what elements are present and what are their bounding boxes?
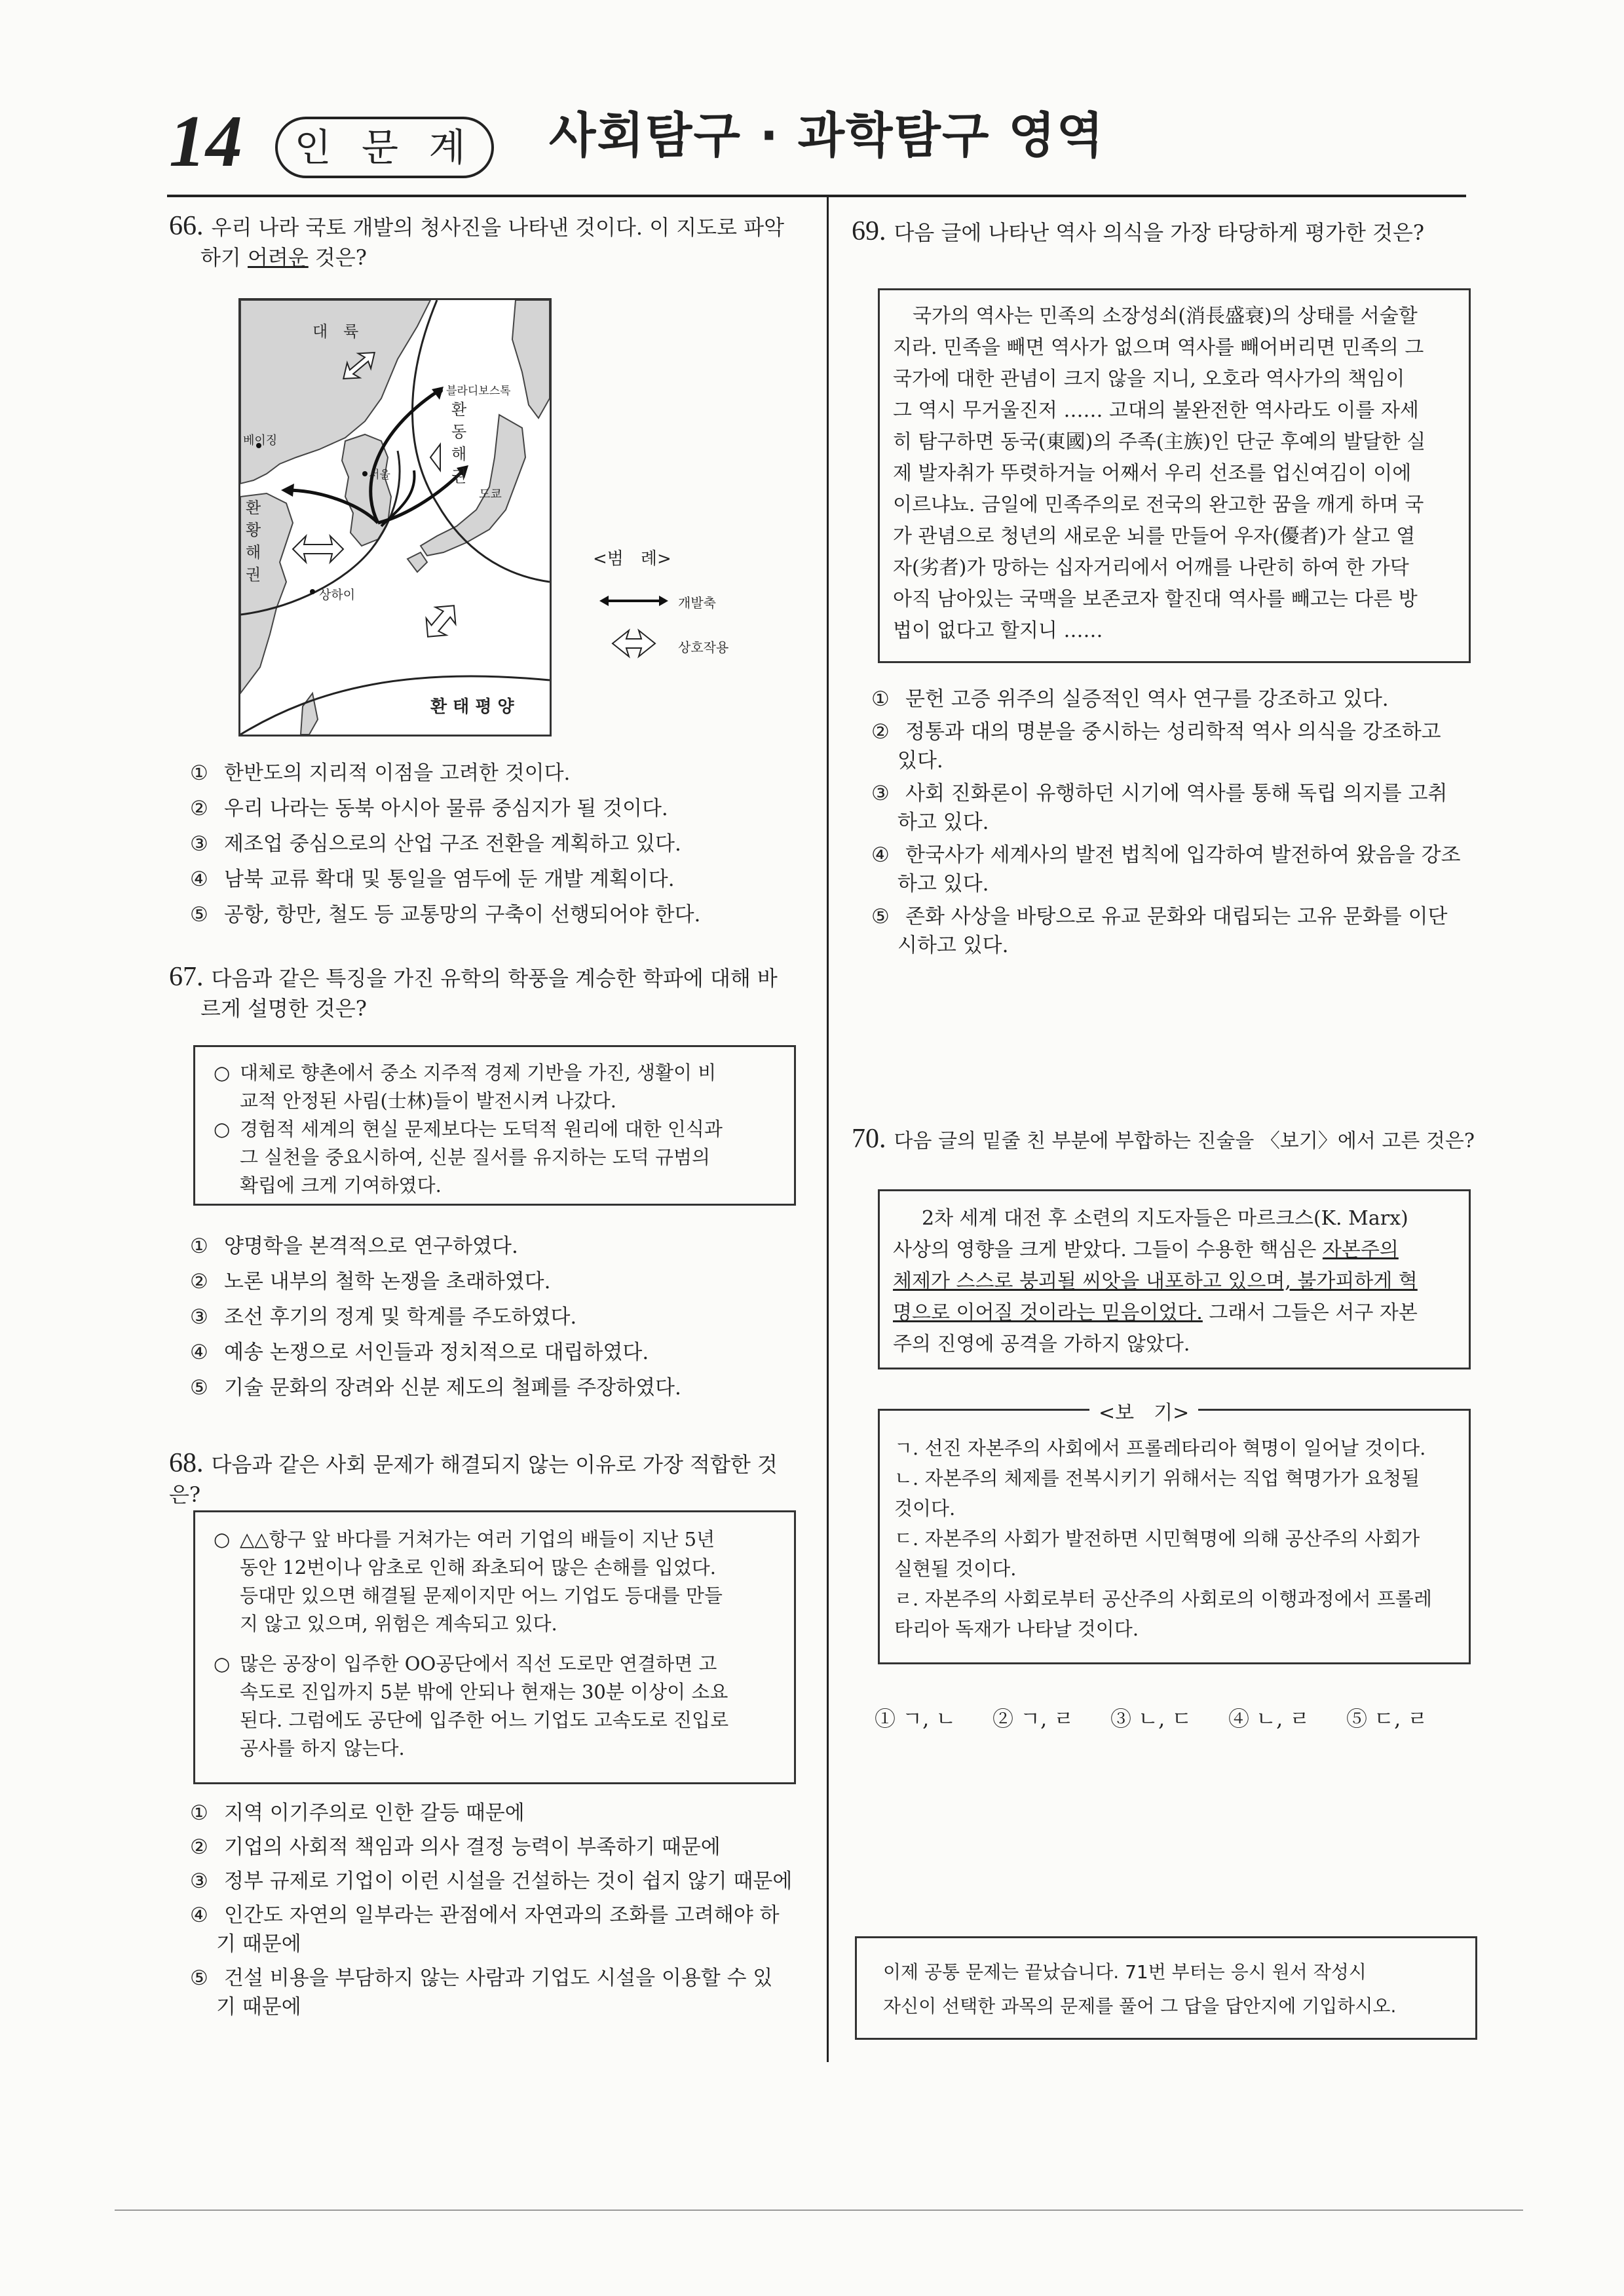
q68-passage-box [193, 1510, 796, 1784]
option-mark: ⑤ [871, 905, 890, 928]
question-prompt: 다음 글에 나타난 역사 의식을 가장 타당하게 평가한 것은? [894, 220, 1425, 245]
q66-options [190, 759, 799, 929]
option-3[interactable] [190, 830, 799, 858]
option-text: 기술 문화의 장려와 신분 제도의 철폐를 주장하였다. [224, 1376, 681, 1400]
question-66 [169, 211, 798, 273]
option-mark: ② [190, 1835, 208, 1859]
option-2[interactable] [190, 794, 799, 823]
option-text: 조선 후기의 정계 및 학계를 주도하였다. [224, 1305, 577, 1329]
option-2[interactable] [190, 1833, 806, 1862]
passage-bullet [214, 1650, 780, 1763]
option-text: 기업의 사회적 책임과 의사 결정 능력이 부족하기 때문에 [224, 1835, 721, 1859]
sakhalin [512, 300, 550, 418]
option-5[interactable] [190, 1373, 799, 1402]
option-text: 한반도의 지리적 이점을 고려한 것이다. [224, 761, 571, 785]
option-mark: ⑤ [190, 1966, 208, 1990]
option-5[interactable] [871, 902, 1481, 960]
q70-passage-box [878, 1189, 1471, 1369]
option-mark: ⑤ [190, 903, 208, 927]
q67-options [190, 1232, 799, 1402]
underlined-word: 어려운 [248, 245, 309, 270]
option-text: 인간도 자연의 일부라는 관점에서 자연과의 조화를 고려해야 하 [224, 1904, 780, 1927]
option-mark: ⑤ [190, 1376, 208, 1400]
interaction-arrow-yellow-sea [293, 536, 343, 562]
option-mark: ② [190, 797, 208, 820]
option-text-cont: 기 때문에 [216, 1932, 301, 1956]
option-text: 건설 비용을 부담하지 않는 사람과 기업도 시설을 이용할 수 있 [224, 1966, 773, 1990]
option-text-cont: 있다. [897, 749, 943, 773]
bullet-line: 동안 12번이나 암초로 인해 좌초되어 많은 손해를 입었다. [240, 1556, 716, 1578]
header-rule [167, 195, 1466, 197]
option-text: 예송 논쟁으로 서인들과 정치적으로 대립하였다. [224, 1341, 649, 1364]
bullet-line: ○ 대체로 향촌에서 중소 지주적 경제 기반을 가진, 생활이 비 [240, 1062, 717, 1084]
seoul-dot [362, 471, 368, 476]
bullet-line: 등대만 있으면 해결될 문제이지만 어느 기업도 등대를 만들 [240, 1584, 723, 1607]
option-text: 한국사가 세계사의 발전 법칙에 입각하여 발전하여 왔음을 강조 [905, 843, 1461, 867]
option-2[interactable] [871, 718, 1481, 775]
q69-passage-box [878, 288, 1471, 663]
option-3[interactable] [190, 1303, 799, 1331]
question-prompt-end: 것은? [308, 245, 367, 270]
option-text: 남북 교류 확대 및 통일을 염두에 둔 개발 계획이다. [224, 868, 675, 891]
option-mark: ① [871, 687, 890, 711]
legend-arrow-right [659, 596, 668, 606]
notice-line: 이제 공통 문제는 끝났습니다. 71번 부터는 응시 원서 작성시 [883, 1961, 1367, 1983]
passage-line: 제 발자취가 뚜렷하거늘 어째서 우리 선조를 업신여김이 이에 [893, 462, 1412, 485]
notice-line: 자신이 선택한 과목의 문제를 풀어 그 답을 답안지에 기입하시오. [883, 1995, 1397, 2017]
vladivostok-dot [438, 388, 443, 393]
underlined-line: 체제가 스스로 붕괴될 씨앗을 내포하고 있으며, 불가피하게 혁 [893, 1270, 1418, 1293]
bullet-line: 속도로 진입까지 5분 밖에 안되나 현재는 30분 이상이 소요 [240, 1681, 728, 1703]
answer-choice-5[interactable]: ⑤ ㄷ, ㄹ [1346, 1706, 1428, 1731]
label-continent: 대 륙 [312, 322, 359, 341]
option-text-cont: 하고 있다. [897, 811, 989, 834]
footer-rule [115, 2210, 1523, 2211]
option-2[interactable] [190, 1267, 799, 1296]
bogi-line: ㄹ. 자본주의 사회로부터 공산주의 사회로의 이행과정에서 프롤레 [894, 1588, 1432, 1610]
bullet-line: 그 실천을 중요시하여, 신분 질서를 유지하는 도덕 규범의 [240, 1146, 711, 1168]
option-text: 제조업 중심으로의 산업 구조 전환을 계획하고 있다. [224, 832, 681, 856]
option-1[interactable] [190, 1232, 799, 1261]
question-prompt: 다음과 같은 특징을 가진 유학의 학풍을 계승한 학파에 대해 바 [211, 966, 778, 991]
option-4[interactable] [190, 1338, 799, 1367]
question-number: 67. [169, 962, 204, 992]
label-shanghai: 상하이 [319, 588, 356, 602]
map-svg [240, 300, 550, 735]
label-seoul: 서울 [369, 469, 390, 482]
option-mark: ④ [190, 1904, 208, 1927]
legend-interaction-label: 상호작용 [678, 640, 729, 655]
kyushu [407, 552, 427, 572]
bogi-line: ㄷ. 자본주의 사회가 발전하면 시민혁명에 의해 공산주의 사회가 [894, 1527, 1420, 1550]
legend-axis-label: 개발축 [678, 595, 716, 611]
passage-line: 국가의 역사는 민족의 소장성쇠(消長盛衰)의 상태를 서술할 [913, 305, 1418, 328]
option-1[interactable] [871, 685, 1481, 714]
question-prompt: 다음 글의 밑줄 친 부분에 부합하는 진술을 〈보기〉에서 고른 것은? [894, 1130, 1475, 1153]
bogi-item [894, 1433, 1457, 1463]
option-5[interactable] [190, 900, 799, 929]
passage-text: 그래서 그들은 서구 자본 [1202, 1301, 1418, 1324]
passage-line: 자(劣者)가 망하는 십자거리에서 어깨를 나란히 하여 한 가닥 [893, 556, 1409, 579]
bogi-title: <보 기> [1089, 1396, 1198, 1425]
option-mark: ① [190, 1801, 208, 1825]
bogi-item [894, 1463, 1457, 1523]
bogi-line-cont: 타리아 독재가 나타날 것이다. [894, 1618, 1139, 1640]
legend-title: <범 례> [593, 549, 671, 569]
passage-bullet [214, 1525, 780, 1638]
passage-bullet [214, 1115, 780, 1200]
question-number: 70. [852, 1124, 886, 1154]
track-badge: 인 문 계 [275, 117, 494, 178]
option-mark: ④ [190, 1341, 208, 1364]
option-text: 우리 나라는 동북 아시아 물류 중심지가 될 것이다. [224, 797, 668, 820]
option-text: 양명학을 본격적으로 연구하였다. [224, 1234, 518, 1258]
question-prompt: 다음과 같은 사회 문제가 해결되지 않는 이유로 가장 적합한 것은? [169, 1452, 778, 1507]
shanghai-dot [310, 589, 315, 594]
interaction-arrow-east-sea [430, 444, 440, 470]
passage-line: 가 관념으로 청년의 새로운 뇌를 만들어 우자(優者)가 살고 열 [893, 525, 1416, 548]
end-notice-box [855, 1936, 1477, 2040]
option-5[interactable] [190, 1964, 806, 2021]
answer-choice-1[interactable]: ① ㄱ, ㄴ [875, 1706, 956, 1731]
option-mark: ④ [871, 843, 890, 867]
bullet-line: ○ 많은 공장이 입주한 OO공단에서 직선 도로만 연결하면 고 [240, 1653, 717, 1675]
passage-bullet [214, 1059, 780, 1115]
question-70 [852, 1124, 1481, 1157]
passage-line: 히 탐구하면 동국(東國)의 주족(主族)인 단군 후예의 발달한 실 [893, 430, 1426, 453]
label-beijing: 베이징 [243, 434, 278, 448]
page-number: 14 [169, 101, 242, 182]
arrow-head-west [281, 484, 294, 497]
q69-options [871, 685, 1481, 960]
option-text: 존화 사상을 바탕으로 유교 문화와 대립되는 고유 문화를 이단 [905, 905, 1448, 928]
answer-choice-2[interactable]: ② ㄱ, ㄹ [992, 1706, 1074, 1731]
question-number: 69. [852, 216, 886, 246]
option-text-cont: 하고 있다. [897, 872, 989, 896]
legend-interaction-arrow [613, 630, 655, 657]
bogi-line: ㄴ. 자본주의 체제를 전복시키기 위해서는 직업 혁명가가 요청될 [894, 1467, 1420, 1489]
bogi-item [894, 1523, 1457, 1584]
option-mark: ③ [190, 1305, 208, 1329]
map-legend [593, 545, 757, 691]
option-1[interactable] [190, 1799, 806, 1827]
question-number: 66. [169, 211, 204, 241]
bullet-line: 공사를 하지 않는다. [240, 1737, 405, 1759]
column-divider [827, 195, 829, 2062]
q70-answer-choices [875, 1702, 1484, 1732]
passage-line: 그 역시 무거울진저 …… 고대의 불완전한 역사라도 이를 자세 [893, 399, 1419, 422]
legend-symbols [599, 591, 671, 676]
bogi-item [894, 1584, 1457, 1644]
bullet-line: ○ △△항구 앞 바다를 거쳐가는 여러 기업의 배들이 지난 5년 [240, 1528, 715, 1550]
option-mark: ① [190, 1234, 208, 1258]
passage-line: 주의 진영에 공격을 가하지 않았다. [893, 1333, 1190, 1356]
option-text: 지역 이기주의로 인한 갈등 때문에 [224, 1801, 525, 1825]
bullet-line: 확립에 크게 기여하였다. [240, 1174, 442, 1196]
answer-choice-3[interactable]: ③ ㄴ, ㄷ [1110, 1706, 1192, 1731]
question-prompt: 우리 나라 국토 개발의 청사진을 나타낸 것이다. 이 지도로 파악 [211, 215, 785, 240]
question-prompt-cont: 하기 [200, 245, 248, 270]
option-4[interactable] [190, 865, 799, 894]
question-number: 68. [169, 1448, 204, 1478]
passage-text: 사상의 영향을 크게 받았다. 그들이 수용한 핵심은 [893, 1238, 1323, 1261]
option-text: 사회 진화론이 유행하던 시기에 역사를 통해 독립 의지를 고취 [905, 782, 1448, 805]
option-text: 문헌 고증 위주의 실증적인 역사 연구를 강조하고 있다. [905, 687, 1389, 711]
option-text: 정통과 대의 명분을 중시하는 성리학적 역사 의식을 강조하고 [905, 720, 1441, 744]
option-3[interactable] [871, 779, 1481, 837]
bullet-line: ○ 경험적 세계의 현실 문제보다는 도덕적 원리에 대한 인식과 [240, 1118, 723, 1140]
bogi-box [878, 1402, 1471, 1664]
option-text: 공항, 항만, 철도 등 교통망의 구축이 선행되어야 한다. [224, 903, 701, 927]
label-tokyo: 도쿄 [479, 488, 502, 501]
passage-line: 지라. 민족을 빼면 역사가 없으며 역사를 빼어버리면 민족의 그 [893, 336, 1424, 359]
option-1[interactable] [190, 759, 799, 788]
question-prompt-cont: 르게 설명한 것은? [200, 996, 367, 1021]
underlined-text: 명으로 이어질 것이라는 믿음이었다. [893, 1301, 1203, 1324]
passage-line: 국가에 대한 관념이 크지 않을 지니, 오호라 역사가의 책임이 [893, 368, 1405, 391]
bogi-line: ㄱ. 선진 자본주의 사회에서 프롤레타리아 혁명이 일어날 것이다. [894, 1437, 1426, 1459]
option-text: 노론 내부의 철학 논쟁을 초래하였다. [224, 1270, 551, 1293]
option-4[interactable] [871, 841, 1481, 898]
bogi-line-cont: 실현될 것이다. [894, 1558, 1017, 1580]
question-69 [852, 216, 1481, 248]
label-yellow-sea-ring: 환 황 해 권 [246, 499, 261, 584]
label-east-sea-ring: 환 동 해 권 [451, 400, 467, 486]
option-mark: ① [190, 761, 208, 785]
option-mark: ③ [190, 832, 208, 856]
japan-islands [421, 415, 525, 556]
option-4[interactable] [190, 1901, 806, 1959]
label-pacific-ring: 환 태 평 양 [430, 697, 514, 717]
bullet-line: 된다. 그럼에도 공단에 입주한 어느 기업도 고속도로 진입로 [240, 1709, 729, 1731]
answer-choice-4[interactable]: ④ ㄴ, ㄹ [1228, 1706, 1310, 1731]
option-3[interactable] [190, 1867, 806, 1896]
underlined-text: 자본주의 [1322, 1238, 1399, 1261]
interaction-arrow-pacific [418, 597, 464, 645]
legend-arrow-left [599, 596, 609, 606]
passage-line: 2차 세계 대전 후 소련의 지도자들은 마르크스(K. Marx) [922, 1207, 1408, 1230]
option-mark: ③ [871, 782, 890, 805]
option-mark: ② [871, 720, 890, 744]
passage-line: 법이 없다고 할지니 …… [893, 619, 1103, 642]
development-map [238, 298, 552, 737]
label-vladivostok: 블라디보스톡 [446, 385, 511, 398]
question-67 [169, 962, 798, 1024]
question-68 [169, 1448, 804, 1510]
option-mark: ③ [190, 1869, 208, 1893]
page-title: 사회탐구 · 과학탐구 영역 [549, 107, 1105, 164]
bullet-line: 지 않고 있으며, 위험은 계속되고 있다. [240, 1613, 557, 1635]
passage-line: 이르냐뇨. 금일에 민족주의로 전국의 완고한 꿈을 깨게 하며 국 [893, 493, 1424, 516]
option-text: 정부 규제로 기업이 이런 시설을 건설하는 것이 쉽지 않기 때문에 [224, 1869, 793, 1893]
option-text-cont: 기 때문에 [216, 1995, 301, 2019]
bullet-line: 교적 안정된 사림(士林)들이 발전시켜 나갔다. [240, 1090, 616, 1112]
q68-options [190, 1799, 806, 2021]
bogi-line-cont: 것이다. [894, 1497, 956, 1520]
passage-line: 아직 남아있는 국맥을 보존코자 할진대 역사를 빼고는 다른 방 [893, 588, 1418, 611]
option-mark: ④ [190, 868, 208, 891]
q67-passage-box [193, 1045, 796, 1206]
option-mark: ② [190, 1270, 208, 1293]
option-text-cont: 시하고 있다. [897, 934, 1009, 957]
